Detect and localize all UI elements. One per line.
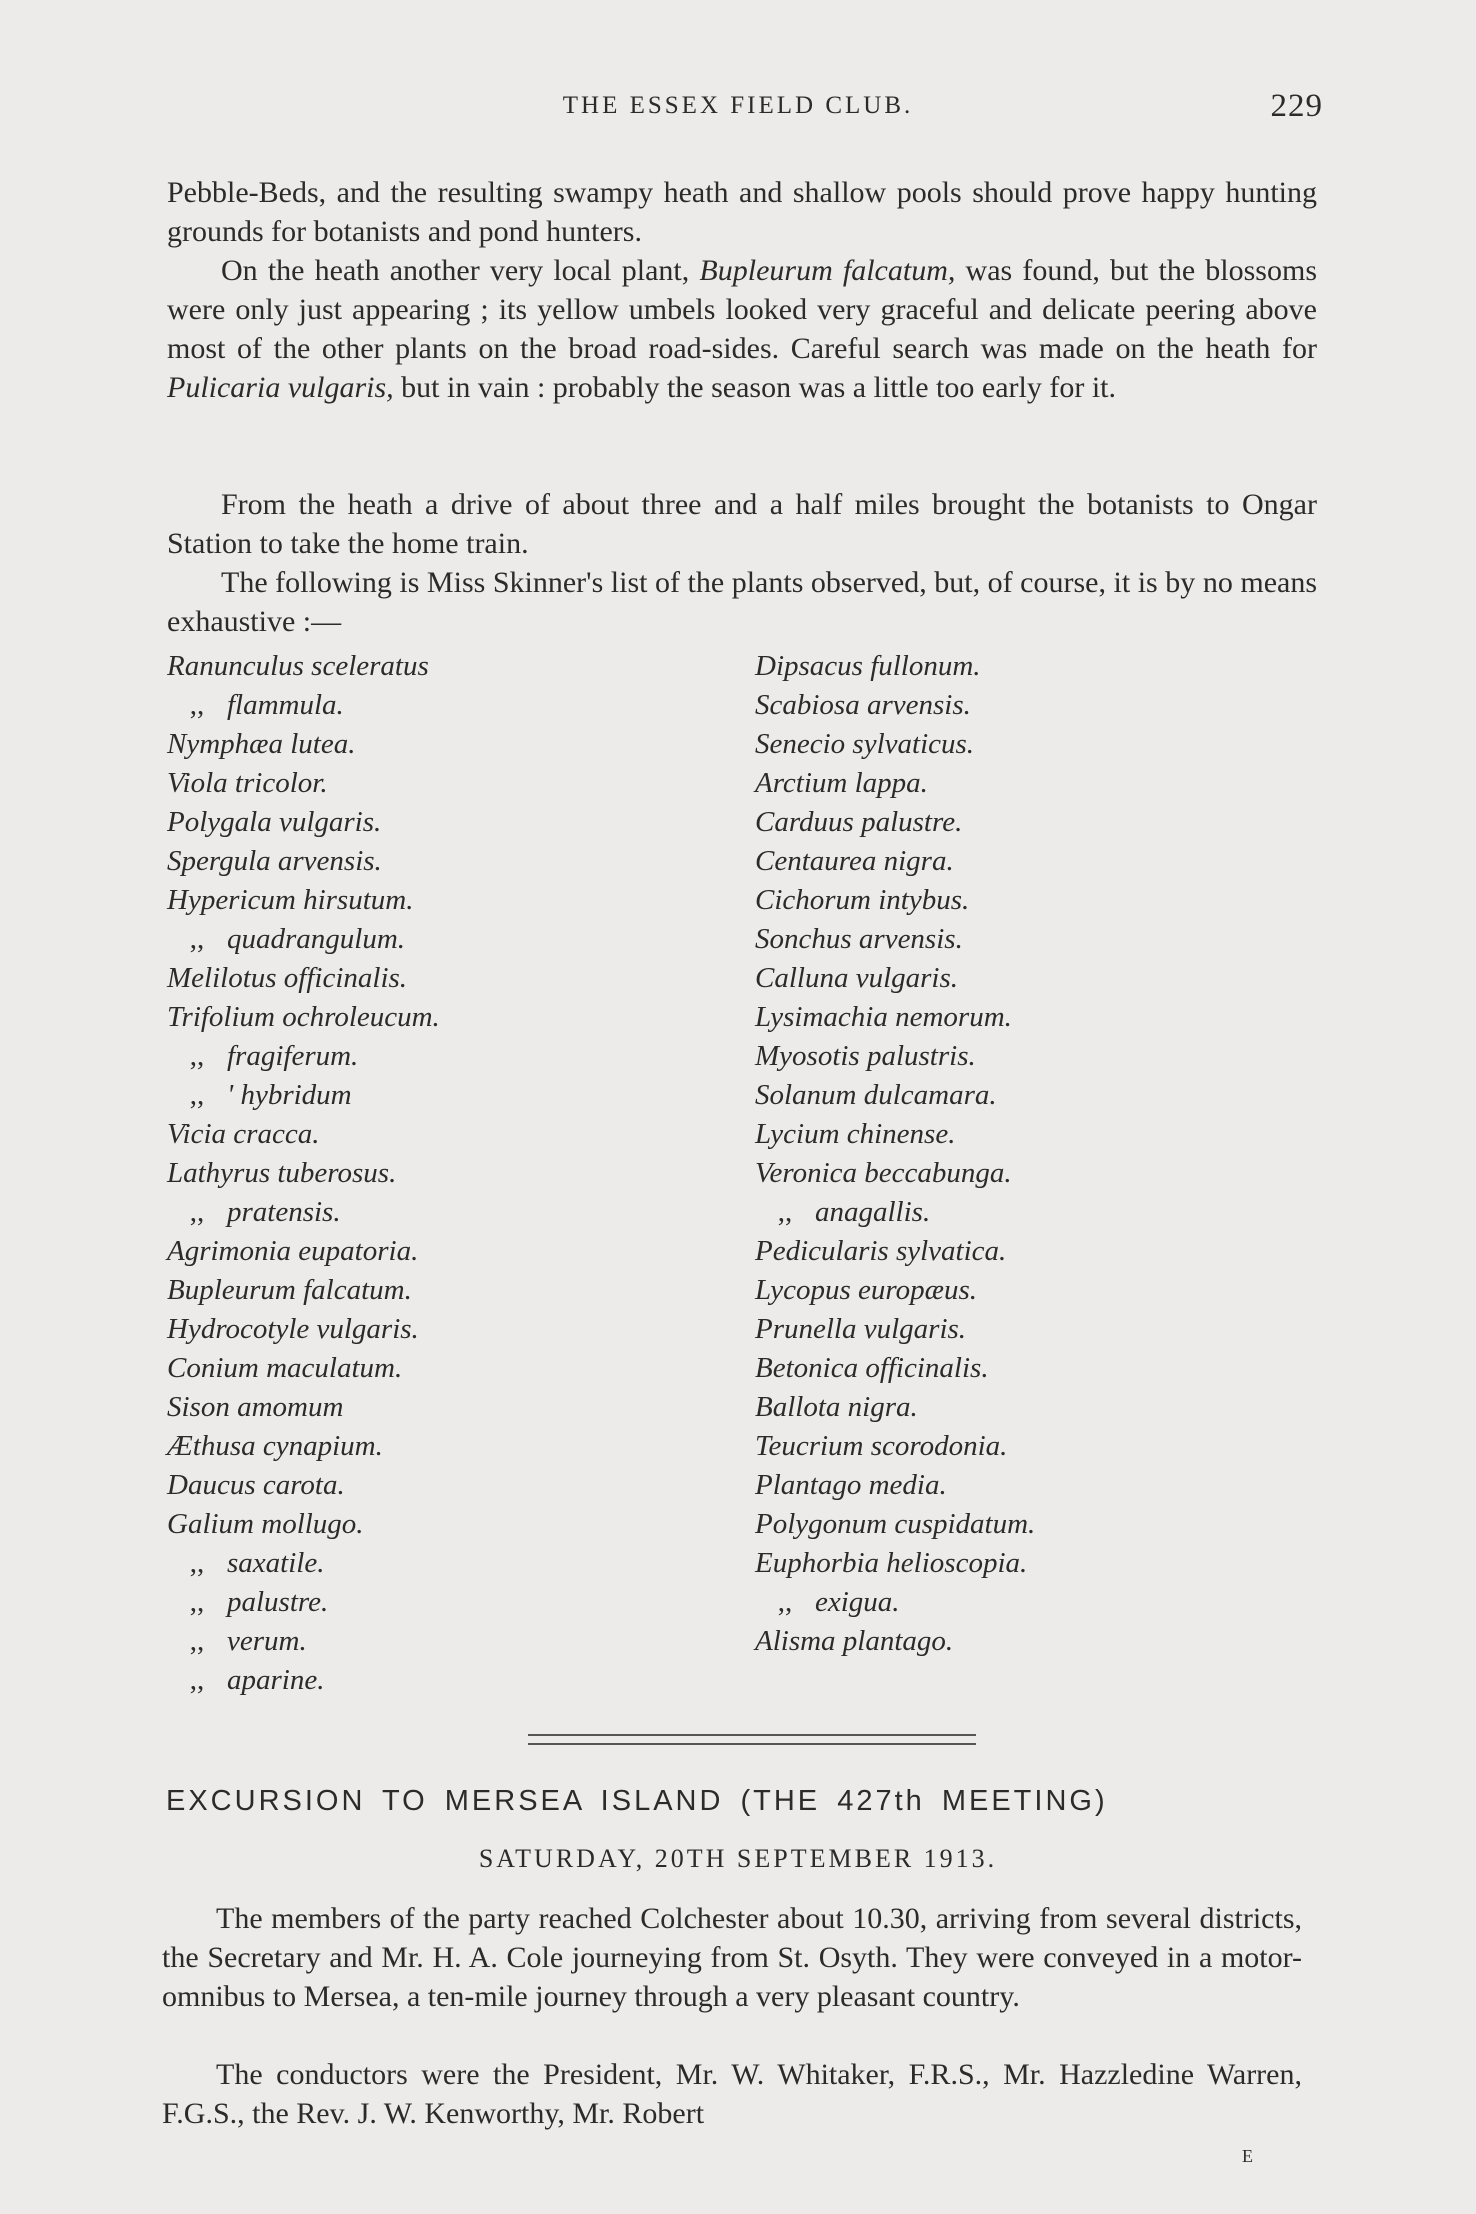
species-name: Bupleurum falcatum, bbox=[699, 254, 956, 287]
plant-entry bbox=[755, 1622, 1035, 1661]
plant-name: Spergula arvensis. bbox=[167, 845, 382, 877]
running-head bbox=[0, 88, 1476, 128]
plant-entry bbox=[167, 1193, 440, 1232]
plant-name: Ranunculus sceleratus bbox=[167, 650, 429, 682]
ditto-mark: ,, bbox=[189, 923, 205, 955]
paragraph-text: The members of the party reached Colchester about 10.30, arriving from several districts, the Secretary and Mr. H. A. Cole journeying from St. Osyth. They were conveyed in a motor-omnibus to Mersea, a ten-mile journey through a very pleasant country. bbox=[162, 1902, 1302, 2013]
paragraph-text: From the heath a drive of about three and a half miles brought the botanists to Ongar Station to take the home train. bbox=[167, 488, 1317, 560]
plant-entry bbox=[167, 1466, 440, 1505]
paragraph-text: Pebble-Beds, and the resulting swampy heath and shallow pools should prove happy hunting grounds for botanists and pond hunters. bbox=[167, 176, 1317, 248]
plant-name: palustre. bbox=[227, 1586, 329, 1618]
plant-entry bbox=[167, 1505, 440, 1544]
plant-name: Arctium lappa. bbox=[755, 767, 928, 799]
plant-name: Daucus carota. bbox=[167, 1469, 345, 1501]
plant-name: ' hybridum bbox=[227, 1079, 352, 1111]
plant-name: Carduus palustre. bbox=[755, 806, 963, 838]
plant-entry bbox=[167, 1232, 440, 1271]
ditto-mark: ,, bbox=[189, 1079, 205, 1111]
plant-entry bbox=[167, 1583, 440, 1622]
plant-name: Lycopus europæus. bbox=[755, 1274, 978, 1306]
ditto-mark: ,, bbox=[189, 1625, 205, 1657]
ditto-mark: ,, bbox=[189, 1547, 205, 1579]
plant-entry bbox=[755, 686, 1035, 725]
plant-entry bbox=[755, 881, 1035, 920]
ditto-mark: ,, bbox=[189, 1586, 205, 1618]
paragraph-text: On the heath another very local plant, bbox=[221, 254, 700, 287]
plant-entry bbox=[755, 803, 1035, 842]
plant-name: Lycium chinense. bbox=[755, 1118, 956, 1150]
plant-list-left bbox=[167, 647, 440, 1700]
plant-name: verum. bbox=[227, 1625, 307, 1657]
section-divider bbox=[528, 1734, 976, 1745]
paragraph-conductors bbox=[162, 2055, 1302, 2133]
plant-entry bbox=[755, 1388, 1035, 1427]
plant-name: pratensis. bbox=[227, 1196, 341, 1228]
plant-entry bbox=[167, 1310, 440, 1349]
plant-entry bbox=[755, 842, 1035, 881]
plant-name: Polygala vulgaris. bbox=[167, 806, 382, 838]
plant-entry bbox=[755, 1232, 1035, 1271]
plant-entry bbox=[755, 1076, 1035, 1115]
plant-name: Trifolium ochroleucum. bbox=[167, 1001, 440, 1033]
plant-entry bbox=[167, 1388, 440, 1427]
plant-name: Alisma plantago. bbox=[755, 1625, 954, 1657]
plant-name: Hypericum hirsutum. bbox=[167, 884, 414, 916]
plant-entry bbox=[167, 1037, 440, 1076]
plant-name: Lathyrus tuberosus. bbox=[167, 1157, 397, 1189]
plant-entry bbox=[755, 1544, 1035, 1583]
plant-name: Senecio sylvaticus. bbox=[755, 728, 975, 760]
plant-name: Centaurea nigra. bbox=[755, 845, 954, 877]
plant-entry bbox=[755, 647, 1035, 686]
running-title: THE ESSEX FIELD CLUB. bbox=[562, 92, 914, 119]
plant-entry bbox=[755, 998, 1035, 1037]
plant-name: Nymphæa lutea. bbox=[167, 728, 356, 760]
plant-entry bbox=[167, 959, 440, 998]
plant-entry bbox=[755, 1115, 1035, 1154]
plant-name: Dipsacus fullonum. bbox=[755, 650, 981, 682]
plant-entry bbox=[755, 1583, 1035, 1622]
plant-name: Calluna vulgaris. bbox=[755, 962, 959, 994]
plant-name: Scabiosa arvensis. bbox=[755, 689, 971, 721]
plant-entry bbox=[755, 959, 1035, 998]
paragraph-pebble-beds bbox=[167, 173, 1317, 251]
plant-name: Lysimachia nemorum. bbox=[755, 1001, 1012, 1033]
plant-name: fragiferum. bbox=[227, 1040, 359, 1072]
plant-entry bbox=[755, 920, 1035, 959]
plant-entry bbox=[167, 764, 440, 803]
plant-name: Hydrocotyle vulgaris. bbox=[167, 1313, 419, 1345]
plant-name: saxatile. bbox=[227, 1547, 325, 1579]
plant-entry bbox=[167, 1115, 440, 1154]
species-name: Pulicaria vulgaris, bbox=[167, 371, 394, 404]
plant-name: anagallis. bbox=[815, 1196, 931, 1228]
paragraph-text: The following is Miss Skinner's list of the plants observed, but, of course, it is by no means exhaustive :— bbox=[167, 566, 1317, 638]
plant-name: Sonchus arvensis. bbox=[755, 923, 963, 955]
paragraph-drive bbox=[167, 485, 1317, 563]
plant-name: Conium maculatum. bbox=[167, 1352, 403, 1384]
ditto-mark: ,, bbox=[777, 1196, 793, 1228]
section-date: SATURDAY, 20TH SEPTEMBER 1913. bbox=[478, 1844, 998, 1873]
plant-entry bbox=[167, 647, 440, 686]
plant-entry bbox=[167, 881, 440, 920]
plant-name: exigua. bbox=[815, 1586, 900, 1618]
plant-name: Euphorbia helioscopia. bbox=[755, 1547, 1028, 1579]
plant-name: Bupleurum falcatum. bbox=[167, 1274, 412, 1306]
ditto-mark: ,, bbox=[189, 689, 205, 721]
plant-entry bbox=[167, 998, 440, 1037]
plant-entry bbox=[755, 1427, 1035, 1466]
plant-name: Prunella vulgaris. bbox=[755, 1313, 967, 1345]
plant-entry bbox=[755, 1310, 1035, 1349]
plant-entry bbox=[167, 1349, 440, 1388]
plant-entry bbox=[755, 1271, 1035, 1310]
plant-entry bbox=[167, 920, 440, 959]
plant-entry bbox=[167, 686, 440, 725]
paragraph-text: but in vain : probably the season was a little too early for it. bbox=[393, 371, 1116, 404]
plant-entry bbox=[167, 1544, 440, 1583]
paragraph-colchester bbox=[162, 1899, 1302, 2016]
plant-name: Vicia cracca. bbox=[167, 1118, 320, 1150]
plant-name: Ballota nigra. bbox=[755, 1391, 918, 1423]
plant-entry bbox=[755, 1466, 1035, 1505]
plant-entry bbox=[755, 1505, 1035, 1544]
plant-entry bbox=[167, 1271, 440, 1310]
plant-entry bbox=[167, 1661, 440, 1700]
plant-name: Veronica beccabunga. bbox=[755, 1157, 1012, 1189]
plant-name: Myosotis palustris. bbox=[755, 1040, 976, 1072]
plant-entry bbox=[167, 1622, 440, 1661]
page-number: 229 bbox=[1270, 88, 1323, 124]
plant-name: Pedicularis sylvatica. bbox=[755, 1235, 1007, 1267]
plant-entry bbox=[755, 764, 1035, 803]
section-heading: EXCURSION TO MERSEA ISLAND (THE 427th MEETING) bbox=[166, 1785, 1108, 1817]
paragraph-text: was found, but the blossoms were only just appearing ; its yellow umbels looked very graceful and delicate peering above most of the other plants on the broad road-sides. Careful search was made on the heath for bbox=[167, 254, 1317, 365]
ditto-mark: ,, bbox=[189, 1664, 205, 1696]
ditto-mark: ,, bbox=[777, 1586, 793, 1618]
plant-name: Sison amomum bbox=[167, 1391, 344, 1423]
plant-entry bbox=[167, 803, 440, 842]
plant-entry bbox=[167, 725, 440, 764]
plant-name: quadrangulum. bbox=[227, 923, 406, 955]
plant-entry bbox=[167, 1076, 440, 1115]
plant-entry bbox=[755, 725, 1035, 764]
plant-entry bbox=[755, 1037, 1035, 1076]
ditto-mark: ,, bbox=[189, 1040, 205, 1072]
plant-name: Plantago media. bbox=[755, 1469, 947, 1501]
plant-list-right bbox=[755, 647, 1035, 1661]
paragraph-text: The conductors were the President, Mr. W. Whitaker, F.R.S., Mr. Hazzledine Warren, F.G.S., the Rev. J. W. Kenworthy, Mr. Robert bbox=[162, 2058, 1302, 2130]
plant-name: aparine. bbox=[227, 1664, 325, 1696]
paragraph-heath-plant bbox=[167, 251, 1317, 407]
ditto-mark: ,, bbox=[189, 1196, 205, 1228]
plant-name: Betonica officinalis. bbox=[755, 1352, 989, 1384]
plant-name: Agrimonia eupatoria. bbox=[167, 1235, 419, 1267]
plant-name: Teucrium scorodonia. bbox=[755, 1430, 1008, 1462]
plant-name: Melilotus officinalis. bbox=[167, 962, 408, 994]
plant-name: Galium mollugo. bbox=[167, 1508, 364, 1540]
plant-name: Æthusa cynapium. bbox=[167, 1430, 383, 1462]
plant-entry bbox=[167, 1154, 440, 1193]
plant-name: Cichorum intybus. bbox=[755, 884, 970, 916]
plant-name: Viola tricolor. bbox=[167, 767, 328, 799]
plant-name: Polygonum cuspidatum. bbox=[755, 1508, 1036, 1540]
plant-entry bbox=[167, 842, 440, 881]
signature-mark: E bbox=[1242, 2146, 1254, 2166]
plant-entry bbox=[755, 1193, 1035, 1232]
plant-entry bbox=[755, 1349, 1035, 1388]
plant-entry bbox=[167, 1427, 440, 1466]
plant-name: flammula. bbox=[227, 689, 344, 721]
paragraph-list-intro bbox=[167, 563, 1317, 641]
plant-entry bbox=[755, 1154, 1035, 1193]
plant-name: Solanum dulcamara. bbox=[755, 1079, 997, 1111]
